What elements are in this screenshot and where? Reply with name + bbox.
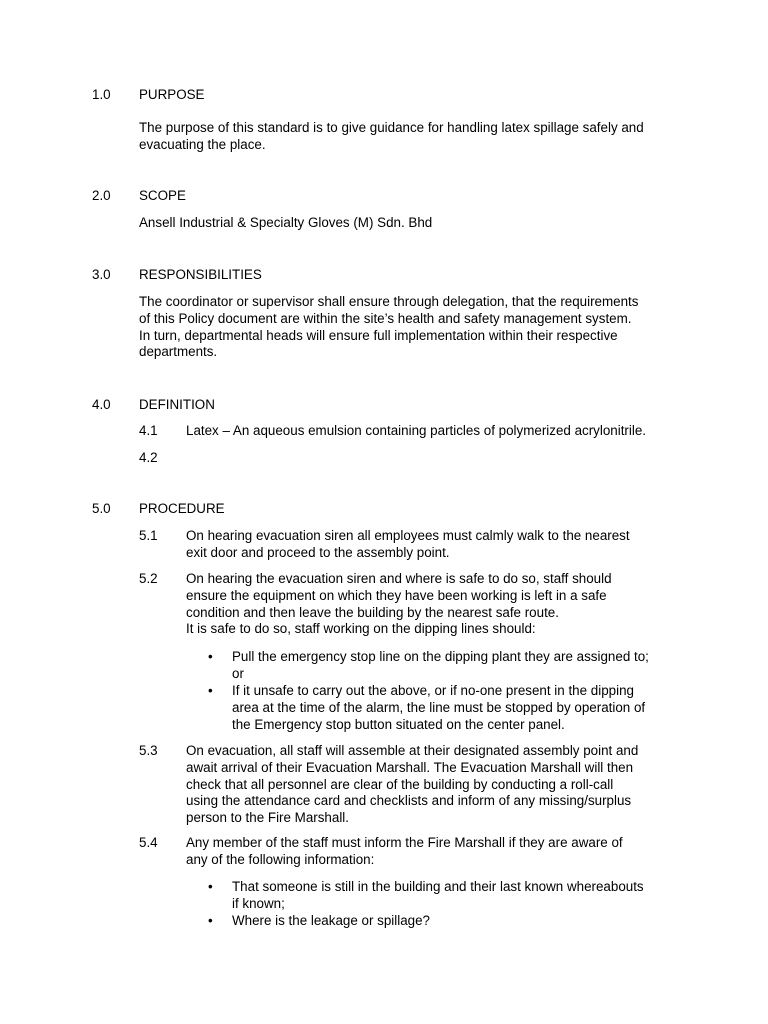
section-procedure [0, 501, 768, 928]
text-line: departments. [139, 344, 218, 360]
section-title: RESPONSIBILITIES [139, 267, 262, 282]
text-line: The purpose of this standard is to give guidance for handling latex spillage safely and [139, 120, 644, 135]
step-number: 5.1 [139, 528, 158, 543]
text-line: check that all personnel are clear of the building by conducting a roll-call [186, 776, 614, 792]
section-definition [0, 397, 768, 465]
section-paragraph [139, 294, 684, 361]
bullet-icon: • [208, 913, 213, 928]
text-line: Any member of the staff must inform the Fire Marshall if they are aware of [186, 835, 623, 850]
text-line: Ansell Industrial & Specialty Gloves (M) Sdn. Bhd [139, 215, 433, 230]
item-number: 4.2 [139, 450, 158, 465]
text-line: person to the Fire Marshall. [186, 810, 349, 826]
section-responsibilities [0, 267, 768, 360]
section-scope [0, 188, 768, 230]
section-title: SCOPE [139, 188, 186, 203]
text-line: ensure the equipment on which they have been working is left in a safe [186, 587, 607, 603]
section-paragraph [139, 215, 684, 232]
section-heading [0, 87, 768, 104]
section-heading [0, 188, 768, 205]
text-line: area at the time of the alarm, the line must be stopped by operation of [232, 699, 646, 715]
text-line: Pull the emergency stop line on the dipping plant they are assigned to; [232, 649, 649, 664]
step-text [186, 835, 681, 869]
text-line: If it unsafe to carry out the above, or if no-one present in the dipping [232, 683, 634, 698]
section-number: 4.0 [92, 397, 111, 412]
section-number: 5.0 [92, 501, 111, 516]
step-number: 5.2 [139, 571, 158, 586]
text-line: evacuating the place. [139, 136, 266, 152]
section-number: 2.0 [92, 188, 111, 203]
text-line: of this Policy document are within the site’s health and safety management system. [139, 310, 632, 326]
section-paragraph [139, 120, 684, 154]
section-heading [0, 267, 768, 284]
bullet-text [232, 913, 682, 930]
text-line: exit door and proceed to the assembly point. [186, 544, 450, 560]
step-number: 5.3 [139, 743, 158, 758]
section-heading [0, 397, 768, 414]
text-line: The coordinator or supervisor shall ensure through delegation, that the requirements [139, 294, 639, 309]
section-title: DEFINITION [139, 397, 215, 412]
text-line: if known; [232, 895, 285, 911]
bullet-text [232, 879, 682, 913]
text-line: On hearing the evacuation siren and where is safe to do so, staff should [186, 571, 612, 586]
text-line: On evacuation, all staff will assemble at their designated assembly point and [186, 743, 639, 758]
text-line: await arrival of their Evacuation Marshall. The Evacuation Marshall will then [186, 759, 634, 775]
section-heading [0, 501, 768, 518]
bullet-icon: • [208, 879, 213, 894]
text-line: or [232, 665, 244, 681]
text-line: Latex – An aqueous emulsion containing particles of polymerized acrylonitrile. [186, 423, 647, 438]
step-number: 5.4 [139, 835, 158, 850]
bullet-icon: • [208, 683, 213, 698]
step-text [186, 528, 681, 562]
text-line: Where is the leakage or spillage? [232, 913, 430, 928]
text-line: condition and then leave the building by the nearest safe route. [186, 604, 559, 620]
section-number: 3.0 [92, 267, 111, 282]
step-text [186, 743, 681, 827]
bullet-text [232, 649, 682, 683]
text-line: any of the following information: [186, 851, 375, 867]
text-line: the Emergency stop button situated on the center panel. [232, 716, 565, 732]
section-title: PROCEDURE [139, 501, 225, 516]
text-line: In turn, departmental heads will ensure full implementation within their respective [139, 327, 618, 343]
text-line: It is safe to do so, staff working on the dipping lines should: [186, 621, 536, 637]
bullet-icon: • [208, 649, 213, 664]
text-line: That someone is still in the building and their last known whereabouts [232, 879, 644, 894]
section-number: 1.0 [92, 87, 111, 102]
section-purpose [0, 87, 768, 152]
bullet-text [232, 683, 682, 733]
text-line: On hearing evacuation siren all employees must calmly walk to the nearest [186, 528, 630, 543]
item-number: 4.1 [139, 423, 158, 438]
text-line: using the attendance card and checklists and inform of any missing/surplus [186, 793, 632, 809]
item-text [186, 423, 681, 440]
step-text [186, 571, 681, 638]
section-title: PURPOSE [139, 87, 205, 102]
